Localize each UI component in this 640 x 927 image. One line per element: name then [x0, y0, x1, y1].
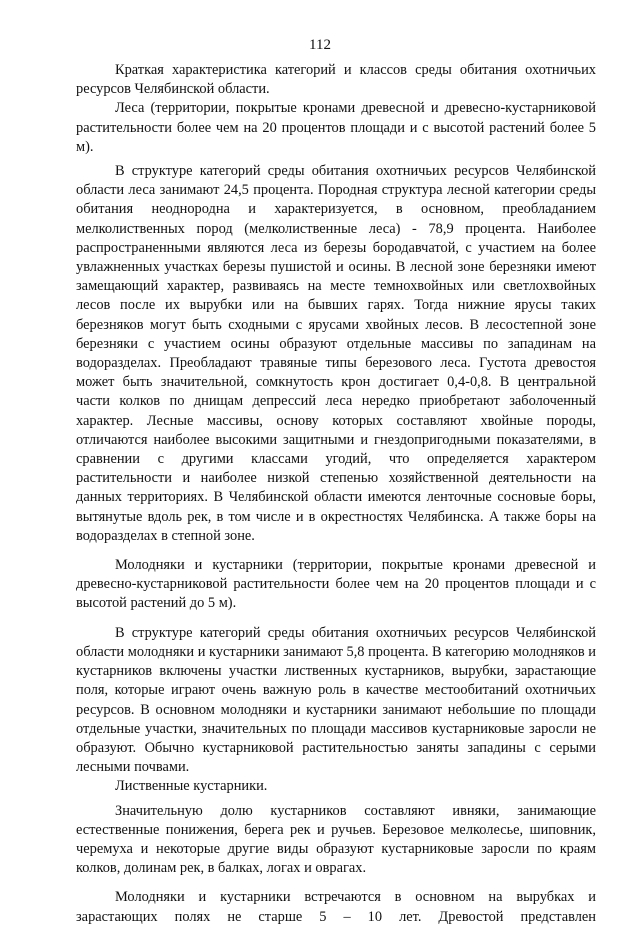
paragraph-forests-structure: В структуре категорий среды обитания охотничьих ресурсов Челябинской области леса занимают 24,5 процента. Породная структура лесной категории среды обитания неоднородна и характеризуется, в основном, преобладанием мелколиственных пород (мелколиственные леса) - 78,9 процента. Наиболее распространенными являются леса из березы бородавчатой, с участием на более увлажненных участках березы пушистой и осины. В лесной зоне березняки имеют замещающий характер, развиваясь на месте темнохвойных или светлохвойных лесов после их вырубки или на бывших гарях. Тогда нижние ярусы таких березняков могут быть сходными с ярусами хвойных лесов. В лесостепной зоне березняки с участием осины образуют отдельные массивы по западинам на водоразделах. Преобладают травяные типы березового леса. Густота древостоя может быть значительной, сомкнутость крон достигает 0,4-0,8. В центральной части колков по днищам депрессий леса нередко приобретают заболоченный характер. Лесные массивы, основу которых составляют хвойные породы, отличаются наиболее высокими защитными и гнездопригодными показателями, в сравнении с другими классами угодий, что определяется характером растительности и наиболее низкой степенью хозяйственной деятельности на данных территориях. В Челябинской области имеются ленточные сосновые боры, вытянутые вдоль рек, в том числе и в окрестностях Челябинска. А также боры на водоразделах в степной зоне.	[76, 163, 596, 544]
document-body	[76, 61, 596, 927]
paragraph-forests-definition: Леса (территории, покрытые кронами древесной и древесно-кустарниковой растительности более чем на 20 процентов площади и с высотой растений более 5 м).	[76, 100, 596, 155]
subheading-deciduous-shrubs: Лиственные кустарники.	[115, 778, 268, 795]
paragraph-young-growth-location: Молодняки и кустарники встречаются в основном на вырубках и зарастающих полях не старше 5 – 10 лет. Древостой представлен	[76, 889, 596, 925]
section-heading-habitat-categories: Краткая характеристика категорий и классов среды обитания охотничьих ресурсов Челябинской области.	[76, 62, 596, 98]
page-number: 112	[309, 37, 331, 53]
paragraph-shrubs-composition: Значительную долю кустарников составляют ивняки, занимающие естественные понижения, берега рек и ручьев. Березовое мелколесье, шиповник, черемуха и некоторые другие виды образуют кустарниковые заросли по краям колков, долинам рек, в балках, логах и оврагах.	[76, 802, 596, 877]
paragraph-young-growth-structure: В структуре категорий среды обитания охотничьих ресурсов Челябинской области молодняки и кустарники занимают 5,8 процента. В категорию молодняков и кустарников включены участки лиственных кустарников, вырубки, зарастающие поля, которые играют очень важную роль в качестве местообитаний охотничьих ресурсов. В основном молодняки и кустарники занимают небольшие по площади отдельные участки, значительных по площади массивов кустарниковые заросли не образуют. Обычно кустарниковой растительностью заняты западины с серыми лесными почвами.	[76, 624, 596, 776]
paragraph-young-growth-definition: Молодняки и кустарники (территории, покрытые кронами древесной и древесно-кустарниковой растительности более чем на 20 процентов площади и с высотой растений до 5 м).	[76, 557, 596, 612]
